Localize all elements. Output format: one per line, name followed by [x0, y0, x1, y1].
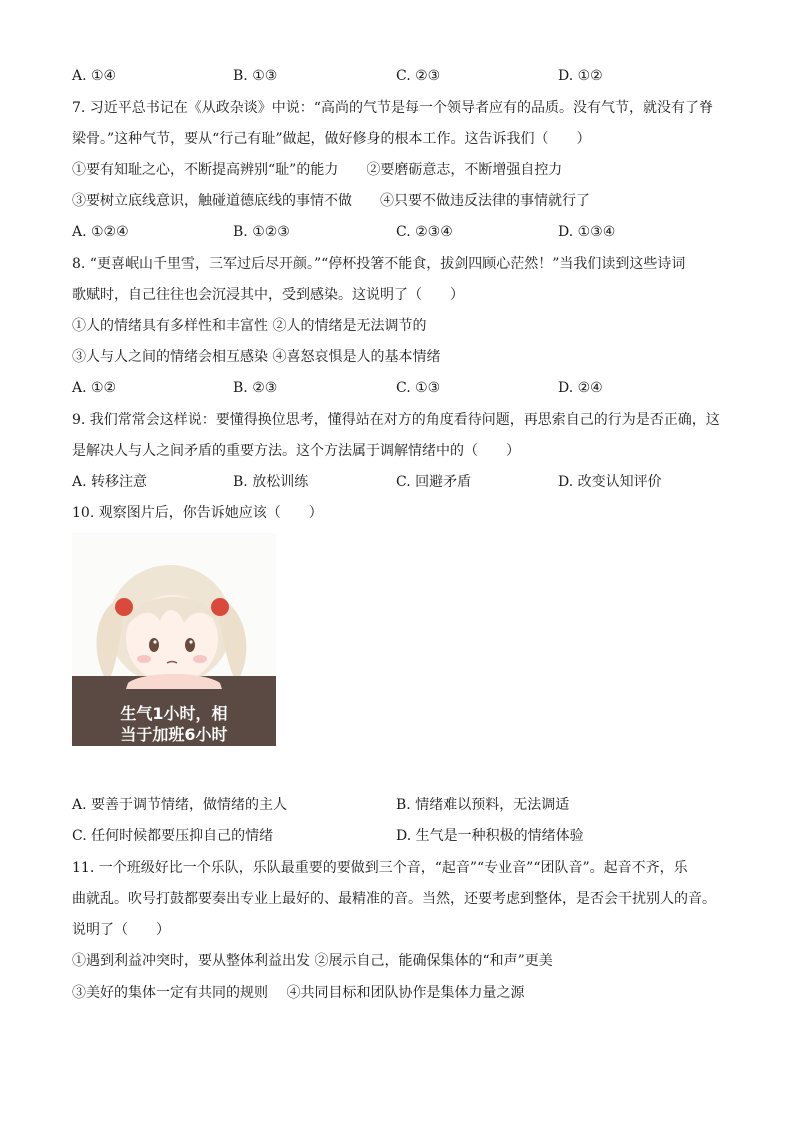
q9-stem-line-2: 是解决人与人之间矛盾的重要方法。这个方法属于调解情绪中的（ ）: [72, 443, 520, 459]
q10-option-a: A. 要善于调节情绪，做情绪的主人: [72, 797, 288, 813]
q8-options: [72, 378, 732, 398]
q6-option-d: D. ①②: [558, 68, 603, 84]
q11-stem-line-3: 说明了（ ）: [72, 922, 170, 938]
q7-stem-line-1: 7. 习近平总书记在《从政杂谈》中说：“高尚的气节是每一个领导者应有的品质。没有气节，就没有了脊: [72, 100, 713, 116]
q8-option-d: D. ②④: [558, 380, 603, 396]
q7-option-b: B. ①②③: [233, 224, 290, 240]
q9-option-d: D. 改变认知评价: [558, 474, 662, 490]
q10-options-row-1: [72, 795, 732, 815]
picture-caption-line-2: 当于加班6小时: [120, 725, 228, 744]
q8-statements-line-1: ①人的情绪具有多样性和丰富性 ②人的情绪是无法调节的: [72, 318, 427, 334]
q10-stem: 10. 观察图片后，你告诉她应该（ ）: [72, 505, 323, 521]
q7-option-a: A. ①②④: [72, 224, 129, 240]
q11-stem-line-2: 曲就乱。吹号打鼓都要奏出专业上最好的、最精准的音。当然，还要考虑到整体，是否会干扰别人的音。: [72, 891, 716, 907]
q10-picture: [72, 533, 276, 746]
q6-option-b: B. ①③: [233, 68, 278, 84]
q10-option-d: D. 生气是一种积极的情绪体验: [396, 828, 584, 844]
q8-option-c: C. ①③: [396, 380, 441, 396]
q7-statements-line-1: ①要有知耻之心，不断提高辨别“耻”的能力 ②要磨砺意志，不断增强自控力: [72, 162, 563, 178]
q9-stem-line-1: 9. 我们常常会这样说：要懂得换位思考，懂得站在对方的角度看待问题，再思索自己的行为是否正确，这: [72, 412, 720, 428]
q8-option-a: A. ①②: [72, 380, 117, 396]
q6-option-c: C. ②③: [396, 68, 441, 84]
q6-options: [72, 66, 732, 86]
picture-caption-line-1: 生气1小时，相: [120, 704, 228, 723]
q7-stem-line-2: 梁骨。”这种气节，要从“行己有耻”做起，做好修身的根本工作。这告诉我们（ ）: [72, 131, 591, 147]
q8-stem-line-1: 8. “更喜岷山千里雪，三军过后尽开颜。”“停杯投箸不能食，拔剑四顾心茫然！”当我们读到这些诗词: [72, 256, 686, 272]
q10-options-row-2: [72, 826, 732, 846]
q10-option-b: B. 情绪难以预料，无法调适: [396, 797, 570, 813]
q11-stem-line-1: 11. 一个班级好比一个乐队，乐队最重要的要做到三个音，“起音”“专业音”“团队音”。起音不齐，乐: [72, 860, 688, 876]
q7-statements-line-2: ③要树立底线意识，触碰道德底线的事情不做 ④只要不做违反法律的事情就行了: [72, 193, 590, 209]
q9-option-b: B. 放松训练: [233, 474, 309, 490]
q6-option-a: A. ①④: [72, 68, 117, 84]
q8-option-b: B. ②③: [233, 380, 278, 396]
q9-option-c: C. 回避矛盾: [396, 474, 472, 490]
q11-statements-line-1: ①遇到利益冲突时，要从整体利益出发 ②展示自己，能确保集体的“和声”更美: [72, 953, 553, 969]
q7-option-c: C. ②③④: [396, 224, 453, 240]
q9-options: [72, 472, 732, 492]
q9-option-a: A. 转移注意: [72, 474, 148, 490]
q7-options: [72, 222, 732, 242]
q11-statements-line-2: ③美好的集体一定有共同的规则 ④共同目标和团队协作是集体力量之源: [72, 985, 525, 1001]
q7-option-d: D. ①③④: [558, 224, 616, 240]
q10-option-c: C. 任何时候都要压抑自己的情绪: [72, 828, 274, 844]
q8-stem-line-2: 歌赋时，自己往往也会沉浸其中，受到感染。这说明了（ ）: [72, 287, 464, 303]
q8-statements-line-2: ③人与人之间的情绪会相互感染 ④喜怒哀惧是人的基本情绪: [72, 349, 441, 365]
